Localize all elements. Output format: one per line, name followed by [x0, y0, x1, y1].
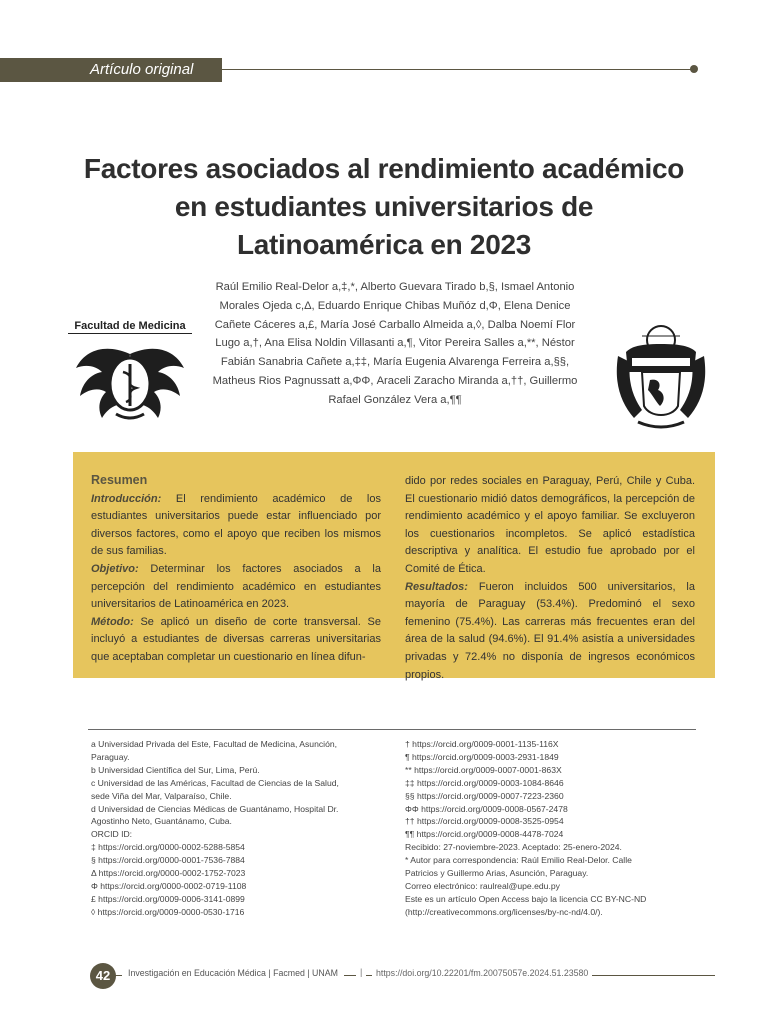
footnotes-left [91, 738, 381, 919]
footnote-line: § https://orcid.org/0000-0001-7536-7884 [91, 855, 245, 866]
facmed-logo [68, 320, 192, 433]
header-rule [222, 69, 692, 70]
footnote-line: Paraguay. [91, 751, 130, 762]
footnote-line: ‡ https://orcid.org/0000-0002-5288-5854 [91, 842, 245, 853]
footnote-line: ‡‡ https://orcid.org/0009-0003-1084-8646 [405, 777, 564, 788]
footnote-line: * Autor para correspondencia: Raúl Emilio Real-Delor. Calle [405, 855, 632, 866]
facmed-emblem-icon [68, 334, 192, 428]
footnote-line: c Universidad de las Américas, Facultad de Ciencias de la Salud, [91, 777, 339, 788]
header-rule-dot [690, 65, 698, 73]
footnote-line: †† https://orcid.org/0009-0008-3525-0954 [405, 816, 564, 827]
footer-separator: | [356, 967, 366, 977]
footnote-line: a Universidad Privada del Este, Facultad de Medicina, Asunción, [91, 739, 338, 749]
author-list: Raúl Emilio Real-Delor a,‡,*, Alberto Guevara Tirado b,§, Ismael Antonio Morales Ojeda c,Δ, Eduardo Enrique Chibas Muñóz d,Φ, Elena Denice Cañete Cáceres a,£, María José Carballo Almeida a,◊, Dalba Noemí Flor Lugo a,†, Ana Elisa Noldin Villasanti a,¶, Vitor Pereira Salles a,**, Néstor Fabián Sanabria Cañete a,‡‡, María Eugenia Alvarenga Ferreira a,§§, Matheus Rios Pagnussatt a,ΦΦ, Araceli Zaracho Miranda a,††, Guillermo Rafael González Vera a,¶¶ [212, 281, 578, 406]
footnote-line: d Universidad de Ciencias Médicas de Guantánamo, Hospital Dr. [91, 803, 339, 814]
footnote-line: sede Viña del Mar, Valparaíso, Chile. [91, 790, 232, 801]
footnote-line: Agostinho Neto, Guantánamo, Cuba. [91, 816, 232, 827]
intro-label: Introducción: [91, 492, 162, 505]
abstract-box [73, 452, 715, 681]
results-label: Resultados: [405, 580, 468, 593]
footnote-line: b Universidad Científica del Sur, Lima, Perú. [91, 764, 260, 775]
method-label: Método: [91, 615, 134, 628]
results-text: Fueron incluidos 500 universitarios, la mayoría de Paraguay (53.4%). Predominó el sexo femenino (75.4%). Las carreras más frecuentes eran del área de la salud (94.6%). El 91.4% asistía a universidades privadas y 72.4% no disponía de ingresos económicos propios. [405, 580, 695, 681]
footnote-line: ΦΦ https://orcid.org/0009-0008-0567-2478 [405, 803, 568, 814]
abstract-column-left [91, 472, 381, 667]
page-number: 42 [90, 963, 116, 989]
footnote-line: Correo electrónico: raulreal@upe.edu.py [405, 880, 560, 891]
intro-text: El rendimiento académico de los estudiantes universitarios puede estar influenciado por diversos factores, como el apoyo que reciben los mismos de sus familias. [91, 492, 381, 558]
section-label: Artículo original [90, 61, 194, 78]
footnote-line: Patricios y Guillermo Arias, Asunción, Paraguay. [405, 868, 589, 879]
footnote-line: (http://creativecommons.org/licenses/by-nc-nd/4.0/). [405, 906, 603, 917]
unam-seal-icon [612, 322, 710, 434]
footnote-line: ◊ https://orcid.org/0009-0000-0530-1716 [91, 906, 245, 917]
footnote-rule [88, 729, 696, 730]
footnote-line: Δ https://orcid.org/0000-0002-1752-7023 [91, 868, 246, 879]
objective-text: Determinar los factores asociados a la percepción del rendimiento académico en estudiantes universitarios de Latinoamérica en 2023. [91, 562, 381, 611]
method-text-part2: dido por redes sociales en Paraguay, Perú, Chile y Cuba. El cuestionario midió datos demográficos, la percepción de rendimiento académico y el apoyo familiar. Se excluyeron los cuestionarios incompletos. Se aplicó estadística descriptiva y analítica. El estudio fue aprobado por el Comité de Ética. [405, 475, 695, 575]
footnote-line: Recibido: 27-noviembre-2023. Aceptado: 25-enero-2024. [405, 842, 622, 853]
footnote-line: Este es un artículo Open Access bajo la licencia CC BY-NC-ND [405, 893, 647, 904]
footnote-line: ¶¶ https://orcid.org/0009-0008-4478-7024 [405, 829, 564, 840]
objective-label: Objetivo: [91, 562, 139, 575]
footnote-line: ORCID ID: [91, 829, 133, 840]
doi-link[interactable]: https://doi.org/10.22201/fm.20075057e.2024.51.23580 [372, 968, 592, 978]
abstract-column-right [405, 473, 695, 684]
article-title: Factores asociados al rendimiento académico en estudiantes universitarios de Latinoamérica en 2023 [83, 153, 685, 260]
footnote-line: Φ https://orcid.org/0000-0002-0719-1108 [91, 880, 247, 891]
footnote-line: ¶ https://orcid.org/0009-0003-2931-1849 [405, 751, 559, 762]
footnotes-right [405, 738, 705, 919]
journal-name: Investigación en Educación Médica | Facmed | UNAM [122, 968, 344, 978]
section-tag [0, 58, 222, 82]
abstract-heading: Resumen [91, 473, 148, 487]
method-text-part1: Se aplicó un diseño de corte transversal. Se incluyó a estudiantes de diversas carreras universitarias que aceptaban completar un cuestionario en línea difun- [91, 615, 381, 663]
footnote-line: £ https://orcid.org/0009-0006-3141-0899 [91, 893, 245, 904]
facmed-caption: Facultad de Medicina [68, 320, 192, 334]
footnote-line: † https://orcid.org/0009-0001-1135-116X [405, 739, 559, 749]
footnote-line: ** https://orcid.org/0009-0007-0001-863X [405, 764, 562, 775]
footnote-line: §§ https://orcid.org/0009-0007-7223-2360 [405, 790, 564, 801]
